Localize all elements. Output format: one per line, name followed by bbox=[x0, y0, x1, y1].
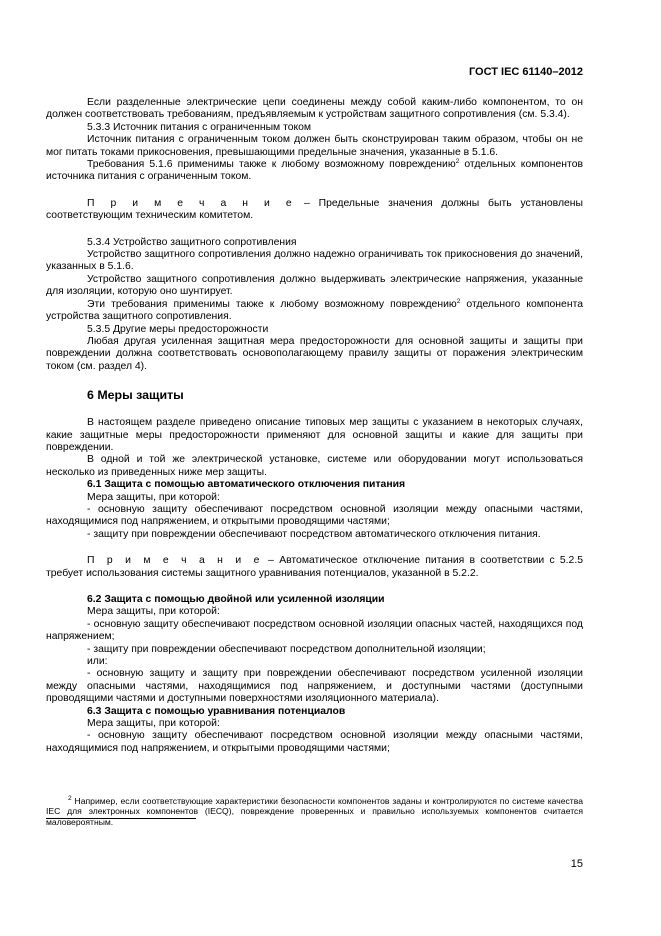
note bbox=[46, 198, 583, 223]
paragraph: или: bbox=[87, 656, 108, 668]
paragraph: Мера защиты, при которой: bbox=[87, 606, 220, 618]
page-number: 15 bbox=[570, 858, 583, 870]
note-text: – Предельные значения должны быть установлены соответствующим техническим комитетом. bbox=[46, 197, 583, 222]
footnote-text: Например, если соответствующие характеристики безопасности компонентов заданы и контролируются по системе качества IEC для электронных компонентов (IECQ), повреждение проверенных и правильно используемых компонентов считается маловероятным. bbox=[46, 796, 583, 827]
subsection-heading: 6.2 Защита с помощью двойной или усиленной изоляции bbox=[87, 594, 385, 605]
list-item: - защиту при повреждении обеспечивают посредством автоматического отключения питания. bbox=[87, 528, 541, 540]
paragraph: Источник питания с ограниченным током должен быть сконструирован таким образом, чтобы он не мог питать токами прикосновения, превышающими предельные значения, указанные в 5.1.6. bbox=[46, 134, 583, 158]
paragraph-text: отдельных компонентов источника питания с ограниченным током. bbox=[46, 159, 583, 183]
document-id: ГОСТ IEC 61140–2012 bbox=[468, 66, 583, 78]
section-heading: 6 Меры защиты bbox=[87, 388, 184, 403]
note-label: П р и м е ч а н и е bbox=[87, 197, 296, 209]
list-item: - основную защиту обеспечивают посредством основной изоляции между опасными частями, находящимися под напряжением, и открытыми проводящими частями; bbox=[46, 503, 583, 528]
footnote-ref: 2 bbox=[455, 158, 460, 166]
list-item: - основную защиту и защиту при повреждении обеспечивают посредством усиленной изоляции между опасными частями, находящимися под напряжением, и доступными частями (доступными проводящими частями и доступными поверхностями изоляционного материала). bbox=[46, 668, 583, 705]
paragraph: Любая другая усиленная защитная мера предосторожности для основной защиты и защиты при повреждении должна соответствовать основополагающему правилу защиты от поражения электрическим током (см. раздел 4). bbox=[46, 335, 583, 372]
paragraph: Мера защиты, при которой: bbox=[87, 718, 220, 730]
paragraph bbox=[46, 159, 583, 184]
list-item: - основную защиту обеспечивают посредством основной изоляции между опасными частями, находящимися под напряжением, и открытыми проводящими частями; bbox=[46, 730, 583, 754]
paragraph-text: отдельного компонента устройства защитного сопротивления. bbox=[46, 298, 583, 323]
page-body bbox=[46, 97, 583, 755]
paragraph-text: Эти требования применимы также к любому возможному повреждению bbox=[87, 298, 457, 310]
footnote-marker: 2 bbox=[68, 795, 72, 802]
subsection-heading: 5.3.4 Устройство защитного сопротивления bbox=[87, 236, 297, 248]
subsection-heading: 6.1 Защита с помощью автоматического отключения питания bbox=[87, 479, 406, 491]
paragraph: В одной и той же электрической установке, системе или оборудовании могут использоваться несколько из приведенных ниже мер защиты. bbox=[46, 454, 583, 478]
note-label: П р и м е ч а н и е bbox=[87, 555, 263, 567]
paragraph bbox=[46, 299, 583, 324]
list-item: - основную защиту обеспечивают посредством основной изоляции опасных частей, находящихся под напряжением; bbox=[46, 618, 583, 643]
paragraph: Мера защиты, при которой: bbox=[87, 491, 220, 503]
footnote-ref: 2 bbox=[456, 297, 461, 305]
footnote-rule bbox=[46, 818, 196, 819]
paragraph: В настоящем разделе приведено описание типовых мер защиты с указанием в некоторых случаях, какие защитные меры предосторожности применяют для основной защиты и какие для защиты при повреждении. bbox=[46, 417, 583, 453]
subsection-heading: 5.3.3 Источник питания с ограниченным током bbox=[87, 121, 312, 133]
subsection-heading: 5.3.5 Другие меры предосторожности bbox=[87, 323, 269, 335]
paragraph: Устройство защитного сопротивления должно надежно ограничивать ток прикосновения до значений, указанных в 5.1.6. bbox=[46, 249, 583, 273]
paragraph-text: Требования 5.1.6 применимы также к любому возможному повреждению bbox=[87, 159, 456, 171]
footnote bbox=[46, 796, 583, 827]
paragraph: Если разделенные электрические цепи соединены между собой каким-либо компонентом, то он должен соответствовать требованиям, предъявляемым к устройствам защитного сопротивления (см. 5.3.4). bbox=[46, 97, 583, 121]
paragraph: Устройство защитного сопротивления должно выдерживать электрические напряжения, указанные для изоляции, которую оно шунтирует. bbox=[46, 273, 583, 298]
note bbox=[46, 555, 583, 580]
subsection-heading: 6.3 Защита с помощью уравнивания потенциалов bbox=[87, 705, 346, 717]
note-text: – Автоматическое отключение питания в соответствии с 5.2.5 требует использования системы защитного уравнивания потенциалов, указанной в 5.2.2. bbox=[46, 555, 583, 579]
list-item: - защиту при повреждении обеспечивают посредством дополнительной изоляции; bbox=[87, 643, 486, 655]
